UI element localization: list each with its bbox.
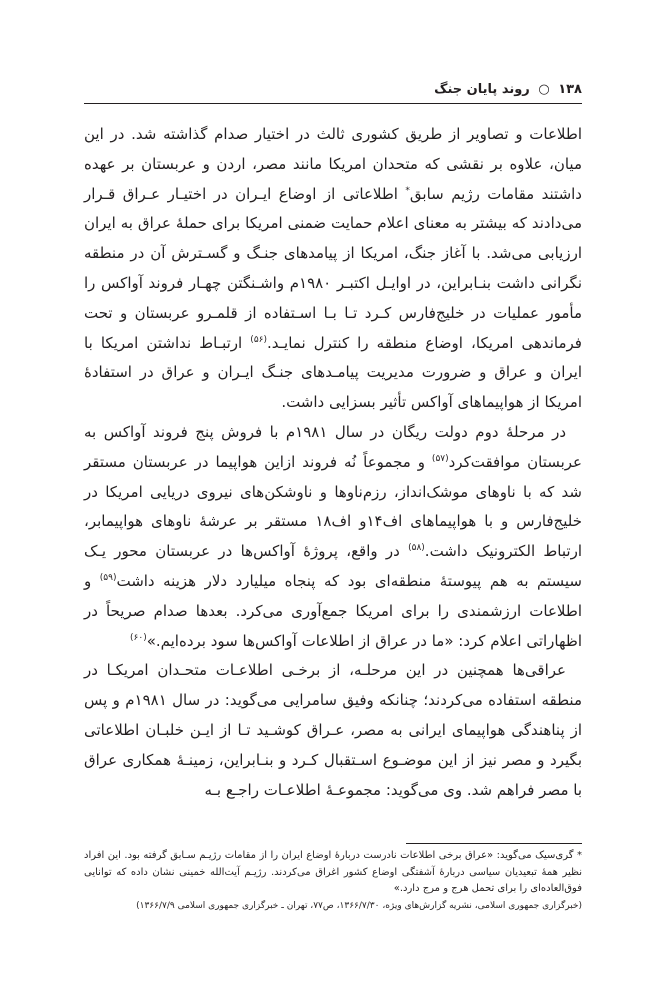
chapter-title: روند پایان جنگ xyxy=(434,82,530,97)
endnote-ref-56[interactable]: (۵۶) xyxy=(250,334,267,345)
header-rule xyxy=(84,103,582,104)
endnote-ref-57[interactable]: (۵۷) xyxy=(431,453,449,464)
header-text xyxy=(434,82,582,97)
footnote-text: * گری‌سیک می‌گوید: «عراق برخی اطلاعات نادرست دربارهٔ اوضاع ایران را از مقامات رژیـم سـابق گرفته بود. این افراد نظیر همهٔ تبعیدیان سیاسی دربارهٔ آشفتگی اوضاع کشور اغراق می‌کردند. رژیـم آیت‌الله خمینی نشان داده که توانایی فوق‌العاده‌ای را برای تحمل هرج و مرج دارد.» xyxy=(84,850,582,894)
header-separator-icon: ○ xyxy=(538,82,550,97)
page-number: ۱۳۸ xyxy=(558,82,582,97)
footnote xyxy=(84,848,582,914)
paragraph-1: اطلاعات و تصاویر از طریق کشوری ثالث در اختیار صدام گذاشته شد. در این میان، علاوه بر نقشی که متحدان امریکا مانند مصر، اردن و عربستان بر عهده داشتند مقامات رژیم سابق* اطلاعاتی از اوضاع ایـران در اختیـار عـراق قـرار می‌دادند که بیشتر به معنای اعلام حمایت ضمنی امریکا برای حملهٔ عراق به ایران ارزیابی می‌شد. با آغاز جنگ، امریکا از پیامدهای جنـگ و گسـترش آن در منطقه نگرانی داشت بنـابراین، در اوایـل اکتبـر ۱۹۸۰م واشـنگتن چهـار فروند آواکس را مأمور عملیات در خلیج‌فارس کـرد تـا بـا اسـتفاده از قلمـرو عربستان و تحت فرماندهی امریکا، اوضاع منطقه را کنترل نمایـد.$^{(۵۶)}$ ارتبـاط نداشتن امریکا با ایران و عراق و ضرورت مدیریت پیامـدهای جنـگ ایـران و عراق در استفادهٔ امریکا از هواپیماهای آواکس تأثیر بسزایی داشت. xyxy=(84,125,582,412)
paragraph-2: در مرحلهٔ دوم دولت ریگان در سال ۱۹۸۱م با فروش پنج فروند آواکس به عربستان موافقت‌کرد$^{(۵۷)}$ و مجموعاً نُه فروند ازاین هواپیما در عربستان مستقر شد که با ناوهای موشک‌انداز، رزم‌ناوها و ناوشکن‌های نیروی دریایی امریکا در خلیج‌فارس و با هواپیماهای اف۱۴و اف۱۸ مستقر بر عرشهٔ ناوهای هواپیمابر، ارتباط الکترونیک داشت.$^{(۵۸)}$ در واقع، پروژهٔ آواکس‌ها در عربستان محور یـک سیستم به هم پیوستهٔ منطقه‌ای بود که پنجاه میلیارد دلار هزینه داشت$^{(۵۹)}$ و اطلاعات ارزشمندی را برای امریکا جمع‌آوری می‌کرد. بعدها صدام صریحاً در اظهاراتی اعلام کرد: «ما در عراق از اطلاعات آواکس‌ها سود برده‌ایم.»$^{(۶۰)}$ xyxy=(84,422,583,650)
endnote-ref-60[interactable]: (۶۰) xyxy=(130,632,147,643)
paragraph-3: عراقی‌ها همچنین در این مرحلـه، از برخـی اطلاعـات متحـدان امریکـا در منطقه استفاده می‌کردند؛ چنانکه وفیق سامرایی می‌گوید: در سال ۱۹۸۱م و پس از پناهندگی هواپیمای ایرانی به مصر، عـراق کوشـید تـا از ایـن خلبـان اطلاعاتی بگیرد و مصر نیز از این موضـوع اسـتقبال کـرد و بنـابراین، زمینـهٔ همکاری عراق با مصر فراهم شد. وی می‌گوید: مجموعـهٔ اطلاعـات راجـع بـه xyxy=(84,661,582,799)
running-header xyxy=(84,82,582,102)
endnote-ref-59[interactable]: (۵۹) xyxy=(99,572,117,583)
footnote-marker: * xyxy=(577,850,582,861)
footnote-rule xyxy=(406,843,582,844)
body-text xyxy=(84,120,582,805)
footnote-marker[interactable]: * xyxy=(405,185,410,196)
footnote-source: (خبرگزاری جمهوری اسلامی، نشریه گزارش‌های ویژه، ۱۳۶۶/۷/۳۰، ص۷۷، تهران ـ خبرگزاری جمهوری اسلامی ۱۳۶۶/۷/۹) xyxy=(136,900,582,911)
endnote-ref-58[interactable]: (۵۸) xyxy=(408,543,425,554)
